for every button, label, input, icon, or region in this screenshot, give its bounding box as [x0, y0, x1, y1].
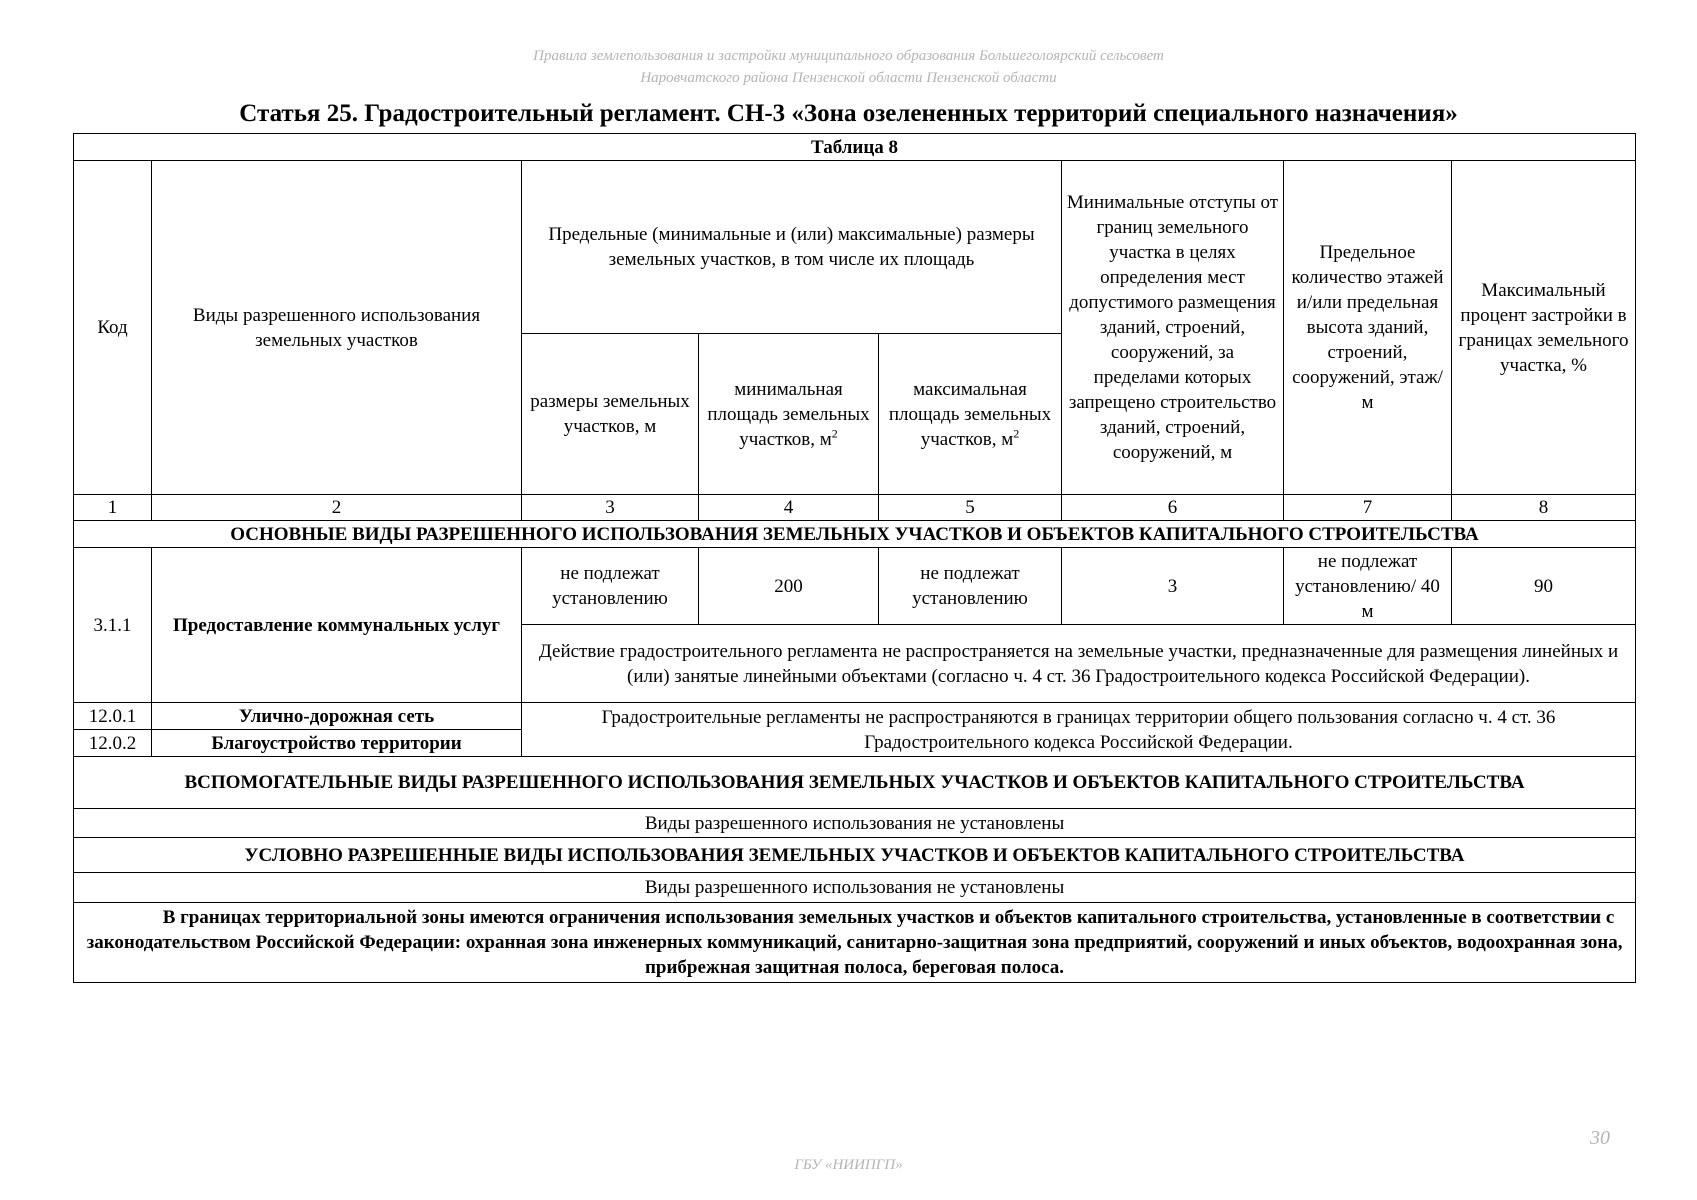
- code-12-0-2: 12.0.2: [74, 730, 152, 757]
- section-main-uses: ОСНОВНЫЕ ВИДЫ РАЗРЕШЕННОГО ИСПОЛЬЗОВАНИЯ ЗЕМЕЛЬНЫХ УЧАСТКОВ И ОБЪЕКТОВ КАПИТАЛЬНОГО СТРОИТЕЛЬСТВА: [74, 521, 1636, 548]
- use-name-3-1-1: Предоставление коммунальных услуг: [152, 548, 522, 703]
- col-header-code: Код: [74, 161, 152, 495]
- note-3-1-1: Действие градостроительного регламента не распространяется на земельные участки, предназначенные для размещения линейных и (или) занятые линейными объектами (согласно ч. 4 ст. 36 Градостроительного кодекса Российской Федерации).: [522, 625, 1636, 703]
- value-coverage-3-1-1: 90: [1452, 548, 1636, 625]
- regulation-table: [73, 133, 1636, 983]
- min-area-unit-sup: 2: [831, 426, 838, 441]
- col-number-7: 7: [1284, 495, 1452, 521]
- value-max-area-3-1-1: не подлежат установлению: [879, 548, 1062, 625]
- article-title: Статья 25. Градостроительный регламент. СН-3 «Зона озелененных территорий специального назначения»: [239, 100, 1458, 127]
- col-header-min-area: [699, 334, 879, 495]
- section-conditional-uses: УСЛОВНО РАЗРЕШЕННЫЕ ВИДЫ ИСПОЛЬЗОВАНИЯ ЗЕМЕЛЬНЫХ УЧАСТКОВ И ОБЪЕКТОВ КАПИТАЛЬНОГО СТРОИТЕЛЬСТВА: [74, 838, 1636, 873]
- section-auxiliary-uses: ВСПОМОГАТЕЛЬНЫЕ ВИДЫ РАЗРЕШЕННОГО ИСПОЛЬЗОВАНИЯ ЗЕМЕЛЬНЫХ УЧАСТКОВ И ОБЪЕКТОВ КАПИТАЛЬНОГО СТРОИТЕЛЬСТВА: [74, 757, 1636, 809]
- max-area-unit-sup: 2: [1013, 426, 1020, 441]
- value-min-area-3-1-1: 200: [699, 548, 879, 625]
- col-number-4: 4: [699, 495, 879, 521]
- code-3-1-1: 3.1.1: [74, 548, 152, 703]
- zone-restrictions-note: В границах территориальной зоны имеются ограничения использования земельных участков и объектов капитального строительства, установленные в соответствии с законодательством Российской Федерации: охранная зона инженерных коммуникаций, санитарно-защитная зона предприятий, сооружений и иных объектов, водоохранная зона, прибрежная защитная полоса, береговая полоса.: [74, 903, 1636, 983]
- col-number-8: 8: [1452, 495, 1636, 521]
- col-number-3: 3: [522, 495, 699, 521]
- col-number-6: 6: [1062, 495, 1284, 521]
- running-header-line1: Правила землепользования и застройки муниципального образования Большеголоярский сельсовет: [533, 48, 1164, 64]
- table-label: Таблица 8: [74, 134, 1636, 161]
- use-name-12-0-1: Улично-дорожная сеть: [152, 703, 522, 730]
- col-number-5: 5: [879, 495, 1062, 521]
- note-12-0-x: Градостроительные регламенты не распространяются в границах территории общего пользования согласно ч. 4 ст. 36 Градостроительного кодекса Российской Федерации.: [522, 703, 1636, 757]
- auxiliary-uses-text: Виды разрешенного использования не установлены: [74, 809, 1636, 838]
- value-sizes-3-1-1: не подлежат установлению: [522, 548, 699, 625]
- max-area-label: максимальная площадь земельных участков, м: [888, 378, 1052, 450]
- page-footer: ГБУ «НИИПГП»: [794, 1157, 903, 1173]
- col-number-2: 2: [152, 495, 522, 521]
- min-area-label: минимальная площадь земельных участков, м: [707, 378, 870, 450]
- code-12-0-1: 12.0.1: [74, 703, 152, 730]
- col-header-floors: Предельное количество этажей и/или предельная высота зданий, строений, сооружений, этаж/м: [1284, 161, 1452, 495]
- value-floors-3-1-1: не подлежат установлению/ 40 м: [1284, 548, 1452, 625]
- col-header-limits: Предельные (минимальные и (или) максимальные) размеры земельных участков, в том числе их площадь: [522, 161, 1062, 334]
- col-number-1: 1: [74, 495, 152, 521]
- col-header-coverage: Максимальный процент застройки в границах земельного участка, %: [1452, 161, 1636, 495]
- col-header-use: Виды разрешенного использования земельных участков: [152, 161, 522, 495]
- col-header-sizes: размеры земельных участков, м: [522, 334, 699, 495]
- running-header-line2: Наровчатского района Пензенской области Пензенской области: [640, 70, 1057, 86]
- conditional-uses-text: Виды разрешенного использования не установлены: [74, 873, 1636, 903]
- value-setback-3-1-1: 3: [1062, 548, 1284, 625]
- use-name-12-0-2: Благоустройство территории: [152, 730, 522, 757]
- col-header-setbacks: Минимальные отступы от границ земельного участка в целях определения мест допустимого размещения зданий, строений, сооружений, за пределами которых запрещено строительство зданий, строений, сооружений, м: [1062, 161, 1284, 495]
- page-number: 30: [1590, 1127, 1610, 1149]
- col-header-max-area: [879, 334, 1062, 495]
